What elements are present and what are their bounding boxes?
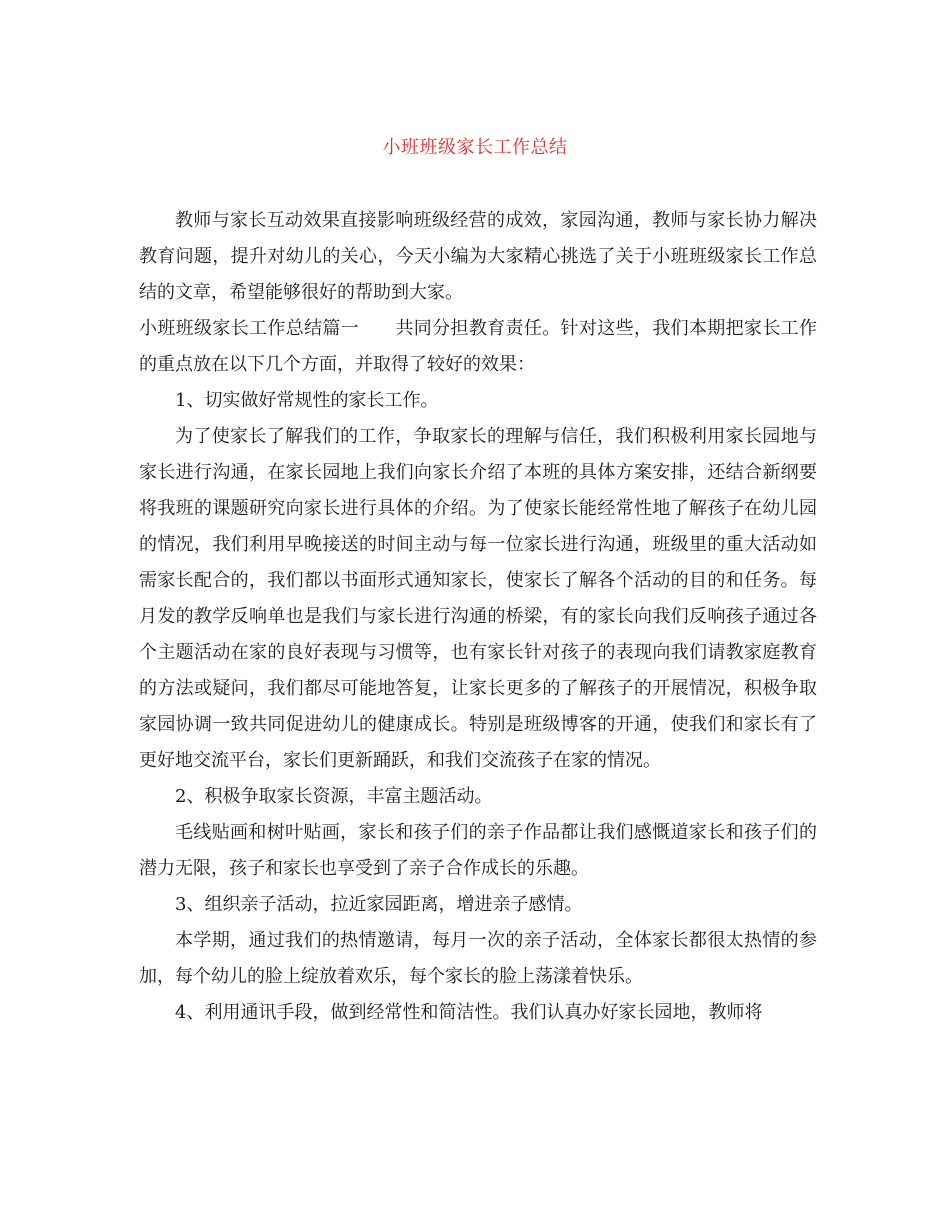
section-lead: 共同分担教育责任。针对这些，我们本期把家长工作的重点放在以下几个方面，并取得了较好的效果： bbox=[139, 318, 818, 375]
item1-heading: 1、切实做好常规性的家长工作。 bbox=[175, 390, 439, 411]
intro-paragraph: 教师与家长互动效果直接影响班级经营的成效，家园沟通，教师与家长协力解决教育问题，提升对幼儿的关心，今天小编为大家精心挑选了关于小班班级家长工作总结的文章，希望能够很好的帮助到大家。 bbox=[139, 210, 817, 303]
item1-paragraph: 为了使家长了解我们的工作，争取家长的理解与信任，我们积极利用家长园地与家长进行沟通，在家长园地上我们向家长介绍了本班的具体方案安排，还结合新纲要将我班的课题研究向家长进行具体的介绍。为了使家长能经常性地了解孩子在幼儿园的情况，我们利用早晚接送的时间主动与每一位家长进行沟通，班级里的重大活动如需家长配合的，我们都以书面形式通知家长，使家长了解各个活动的目的和任务。每月发的教学反响单也是我们与家长进行沟通的桥梁，有的家长向我们反响孩子通过各个主题活动在家的良好表现与习惯等，也有家长针对孩子的表现向我们请教家庭教育的方法或疑问，我们都尽可能地答复，让家长更多的了解孩子的开展情况，积极争取家园协调一致共同促进幼儿的健康成长。特别是班级博客的开通，使我们和家长有了更好地交流平台，家长们更新踊跃，和我们交流孩子在家的情况。 bbox=[139, 426, 817, 771]
document-title: 小班班级家长工作总结 bbox=[382, 137, 568, 158]
item2-paragraph: 毛线贴画和树叶贴画，家长和孩子们的亲子作品都让我们感慨道家长和孩子们的潜力无限，孩子和家长也享受到了亲子合作成长的乐趣。 bbox=[139, 822, 817, 879]
item2-heading: 2、积极争取家长资源，丰富主题活动。 bbox=[175, 786, 493, 807]
item3-paragraph: 本学期，通过我们的热情邀请，每月一次的亲子活动，全体家长都很太热情的参加，每个幼儿的脸上绽放着欢乐，每个家长的脸上荡漾着快乐。 bbox=[139, 930, 817, 987]
section-heading: 小班班级家长工作总结篇一 bbox=[139, 318, 360, 339]
item4-paragraph: 4、利用通讯手段，做到经常性和简洁性。我们认真办好家长园地，教师将 bbox=[175, 1002, 763, 1023]
item3-heading: 3、组织亲子活动，拉近家园距离，增进亲子感情。 bbox=[175, 894, 583, 915]
document-body bbox=[139, 203, 817, 1031]
section-paragraph bbox=[139, 311, 817, 383]
